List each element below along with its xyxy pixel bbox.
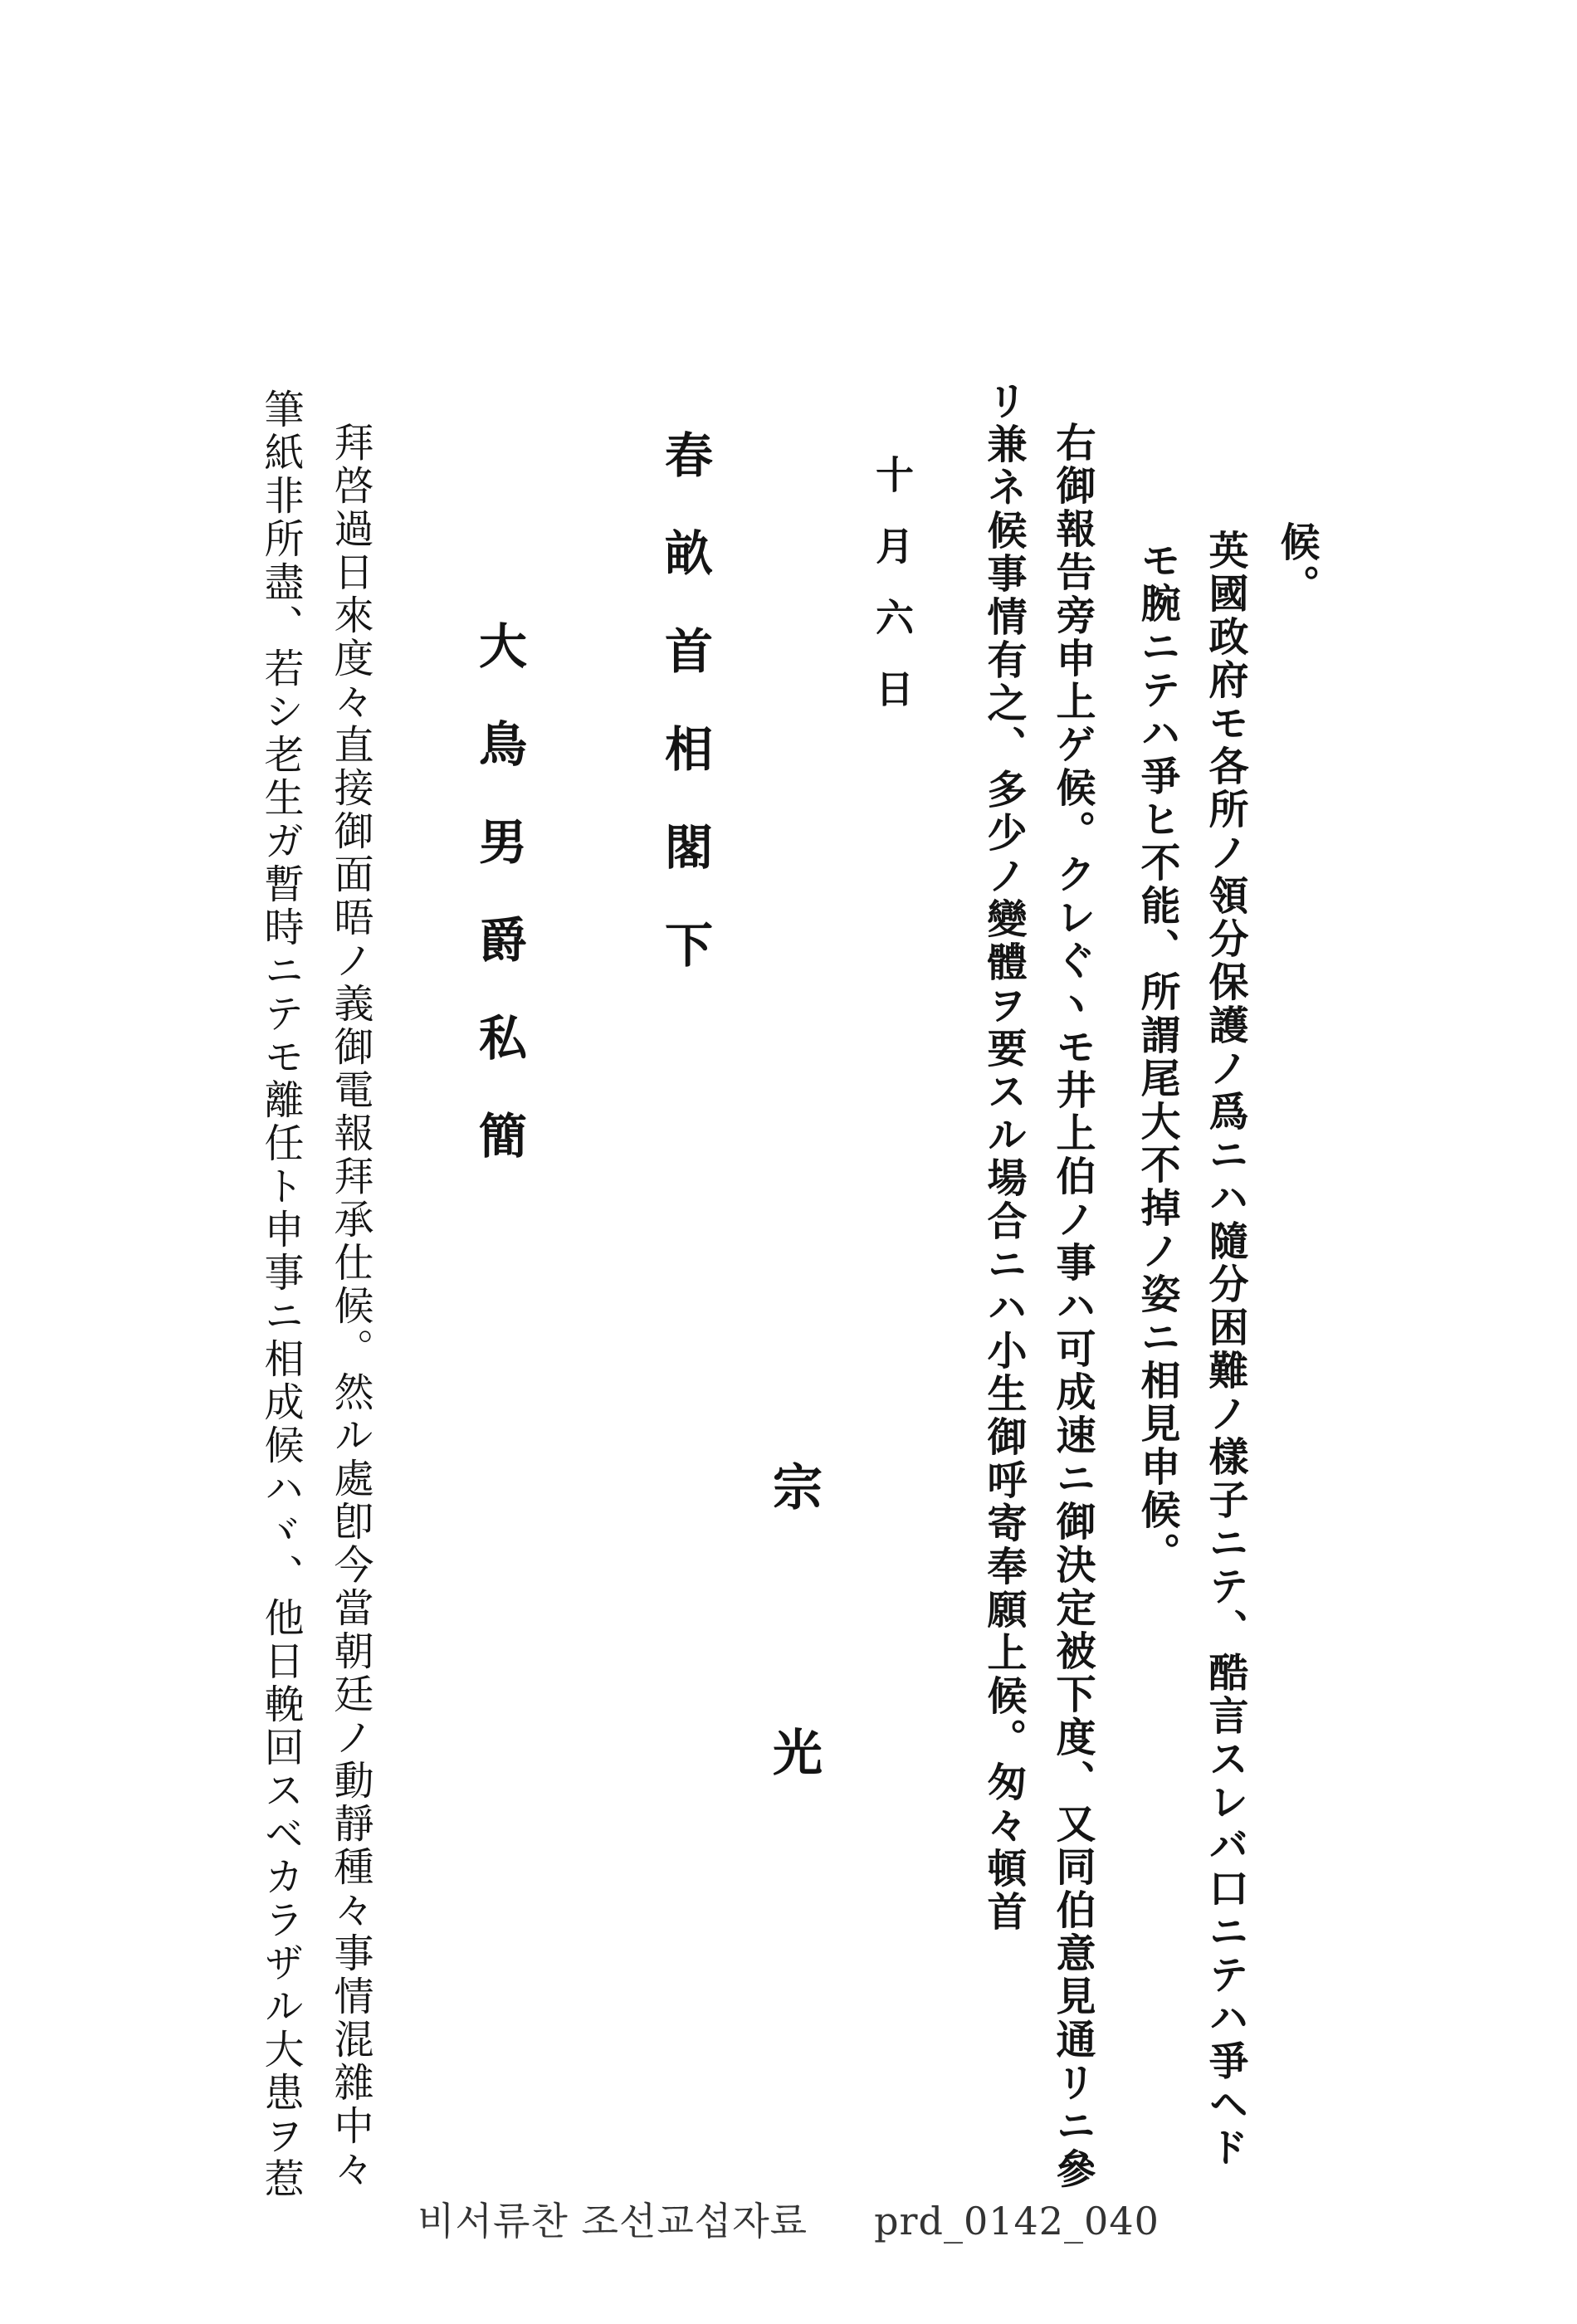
text-column-7: 筆紙非所盡、若シ老生ガ暫時ニテモ離任ト申事ニ相成候ハヾ、他日輓回スベカラザル大患ヲ惹 bbox=[257, 388, 304, 2201]
text-column-5: リ兼ネ候事情有之、多少ノ變體ヲ要スル場合ニハ小生御呼寄奉願上候。匆々頓首 bbox=[980, 380, 1027, 1934]
text-column-3: モ腕ニテハ爭ヒ不能、所謂尾大不掉ノ姿ニ相見申候。 bbox=[1134, 540, 1180, 1575]
page-footer bbox=[0, 2191, 1577, 2246]
text-column-1: 候。 bbox=[1273, 521, 1320, 608]
signature-column: 宗光 bbox=[764, 1461, 823, 1992]
text-column-4: 右御報告旁申上ゲ候。クレぐヽモ井上伯ノ事ハ可成速ニ御決定被下度、又同伯意見通リニ參 bbox=[1049, 422, 1096, 2191]
letter-title-column: 大鳥男爵私簡 bbox=[471, 621, 527, 1208]
text-column-6: 拜啓過日來度々直接御面晤ノ義御電報拜承仕候。然ル處卽今當朝廷ノ動靜種々事情混雜中々 bbox=[327, 422, 374, 2191]
footer-collection-label: 비서류찬 조선교섭자료 bbox=[417, 2199, 808, 2243]
addressee-column: 春畝首相閣下 bbox=[657, 430, 713, 1018]
text-column-2: 英國政府モ各所ノ領分保護ノ爲ニハ隨分困難ノ樣子ニテ、酷言スレバ口ニテハ爭ヘド bbox=[1202, 530, 1248, 2170]
footer-document-code: prd_0142_040 bbox=[874, 2199, 1160, 2243]
date-column: 十月六日 bbox=[870, 455, 915, 740]
